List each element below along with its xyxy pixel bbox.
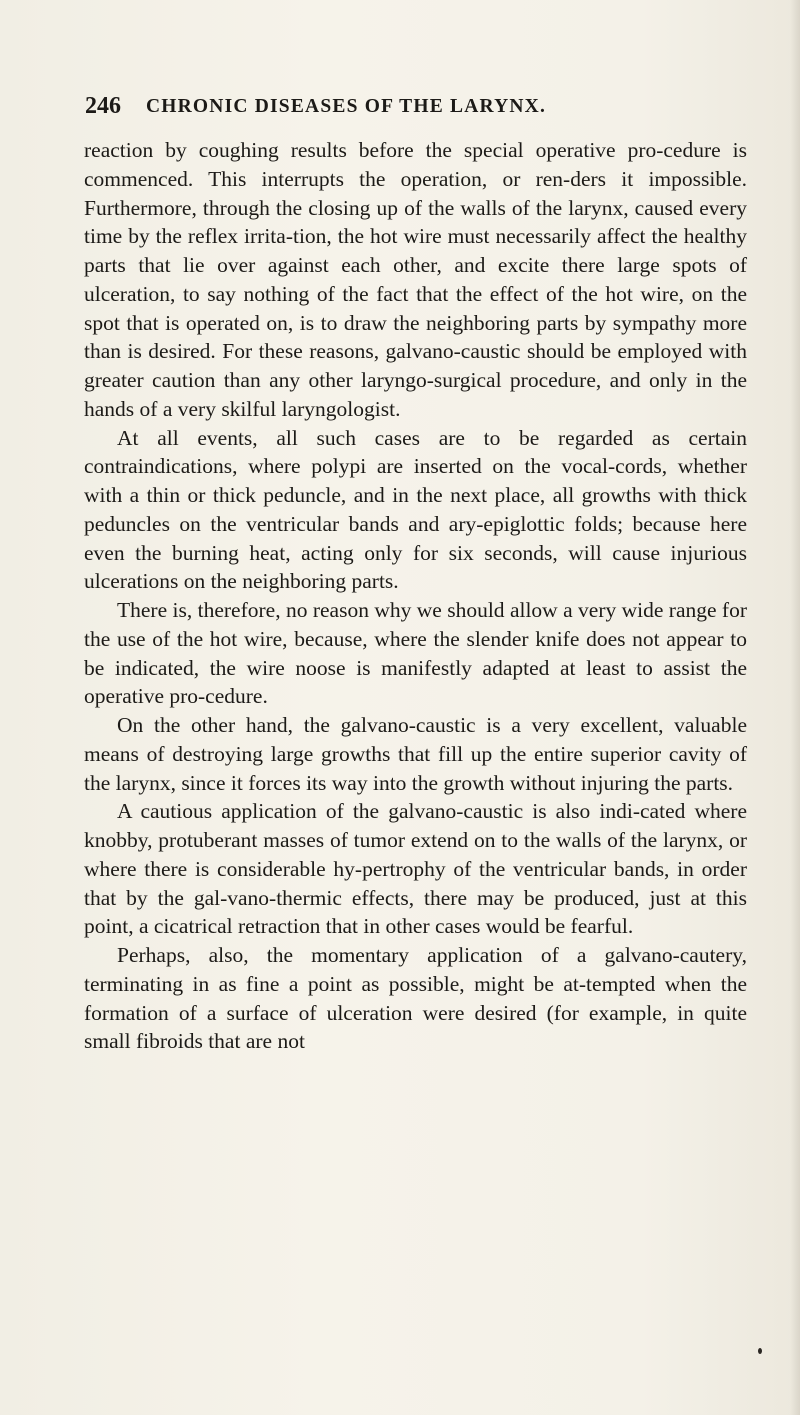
running-title: CHRONIC DISEASES OF THE LARYNX. <box>146 96 547 117</box>
paragraph-3: There is, therefore, no reason why we should allow a very wide range for the use of the hot wire, because, where the slender knife does not appear to be indicated, the wire noose is manifestly adapted at least to assist the operative pro-cedure. <box>84 598 747 709</box>
page-number: 246 <box>85 93 121 119</box>
paragraph-6: Perhaps, also, the momentary application of a galvano-cautery, terminating in as fine a point as possible, might be at-tempted when the formation of a surface of ulceration were desired (for example, in quite small fibroids that are not <box>84 943 747 1054</box>
body-text <box>84 136 747 1056</box>
paragraph-2: At all events, all such cases are to be regarded as certain contraindications, where polypi are inserted on the vocal-cords, whether with a thin or thick peduncle, and in the next place, all growths with thick peduncles on the ventricular bands and ary-epiglottic folds; because here even the burning heat, acting only for six seconds, will cause injurious ulcerations on the neighboring parts. <box>84 425 747 594</box>
page-edge-shadow <box>790 0 800 1415</box>
paragraph-4: On the other hand, the galvano-caustic is a very excellent, valuable means of destroying large growths that fill up the entire superior cavity of the larynx, since it forces its way into the growth without injuring the parts. <box>84 713 747 795</box>
paragraph-5: A cautious application of the galvano-caustic is also indi-cated where knobby, protuberant masses of tumor extend on to the walls of the larynx, or where there is considerable hy-pertrophy of the ventricular bands, in order that by the gal-vano-thermic effects, there may be produced, just at this point, a cicatrical retraction that in other cases would be fearful. <box>84 799 747 939</box>
running-head <box>85 93 748 123</box>
ink-speck <box>758 1348 762 1354</box>
paragraph-1: reaction by coughing results before the special operative pro-cedure is commenced. This interrupts the operation, or ren-ders it impossible. Furthermore, through the closing up of the walls of the larynx, caused every time by the reflex irrita-tion, the hot wire must necessarily affect the healthy parts that lie over against each other, and excite there large spots of ulceration, to say nothing of the fact that the effect of the hot wire, on the spot that is operated on, is to draw the neighboring parts by sympathy more than is desired. For these reasons, galvano-caustic should be employed with greater caution than any other laryngo-surgical procedure, and only in the hands of a very skilful laryngologist. <box>84 138 747 421</box>
